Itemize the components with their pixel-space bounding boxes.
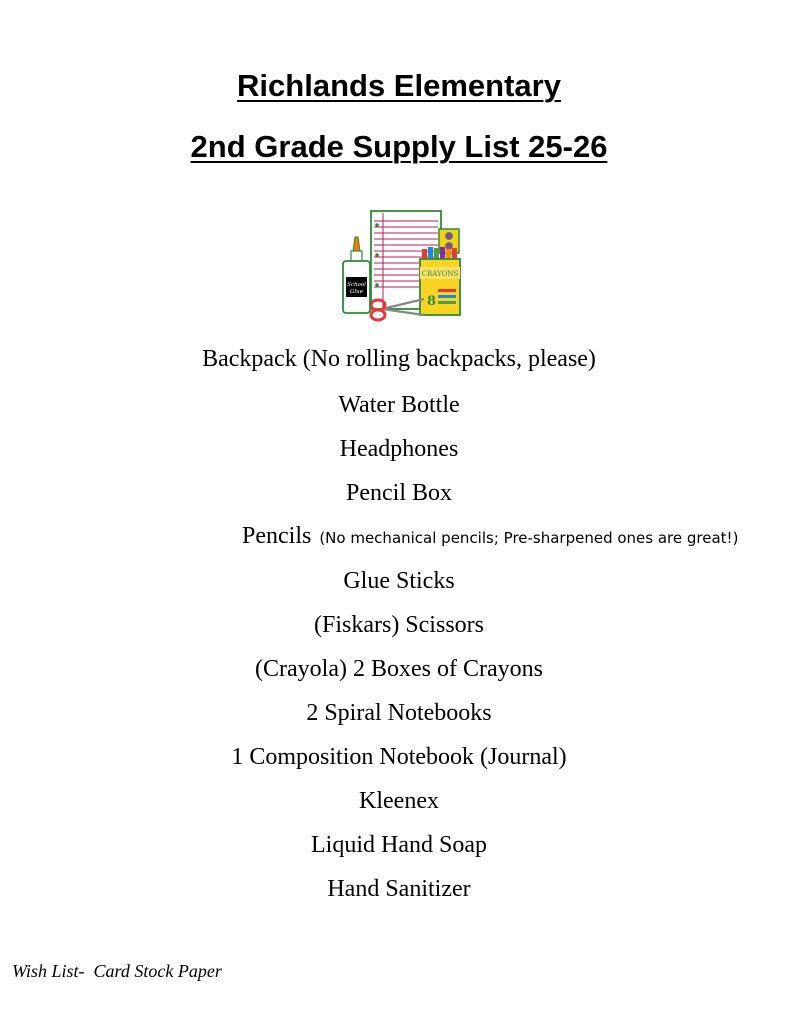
supply-item-kleenex: Kleenex bbox=[359, 788, 439, 814]
wish-list bbox=[12, 962, 222, 980]
wish-list-item: Card Stock Paper bbox=[93, 961, 222, 981]
glue-label-line1: School bbox=[347, 282, 366, 288]
supply-item-composition-notebook: 1 Composition Notebook (Journal) bbox=[231, 744, 567, 770]
supply-item-spiral-notebooks: 2 Spiral Notebooks bbox=[306, 700, 492, 726]
crayon-box-number: 8 bbox=[427, 294, 437, 309]
supply-item-crayons: (Crayola) 2 Boxes of Crayons bbox=[255, 656, 543, 682]
supply-item-glue-sticks: Glue Sticks bbox=[343, 568, 455, 594]
supply-item-water-bottle: Water Bottle bbox=[338, 392, 460, 418]
supply-item-pencils-note: (No mechanical pencils; Pre-sharpened ones are great!) bbox=[319, 529, 739, 547]
crayon-box-label: CRAYONS bbox=[421, 270, 459, 278]
supply-item-hand-soap: Liquid Hand Soap bbox=[311, 832, 487, 858]
supply-item-backpack: Backpack (No rolling backpacks, please) bbox=[202, 346, 596, 372]
glue-bottle-icon bbox=[343, 237, 370, 313]
supply-item-pencil-box: Pencil Box bbox=[346, 480, 452, 506]
supply-list-title: 2nd Grade Supply List 25-26 bbox=[190, 129, 608, 164]
glue-label-line2: Glue bbox=[350, 289, 363, 295]
school-supplies-icon bbox=[338, 205, 466, 323]
supply-item-hand-sanitizer: Hand Sanitizer bbox=[327, 876, 471, 902]
wish-list-label: Wish List- bbox=[12, 961, 85, 981]
supply-item-pencils bbox=[242, 524, 738, 548]
supply-item-pencils-label: Pencils bbox=[242, 523, 312, 549]
supply-item-scissors: (Fiskars) Scissors bbox=[313, 612, 484, 638]
supply-item-headphones: Headphones bbox=[339, 436, 459, 462]
school-name-heading: Richlands Elementary bbox=[237, 68, 561, 103]
